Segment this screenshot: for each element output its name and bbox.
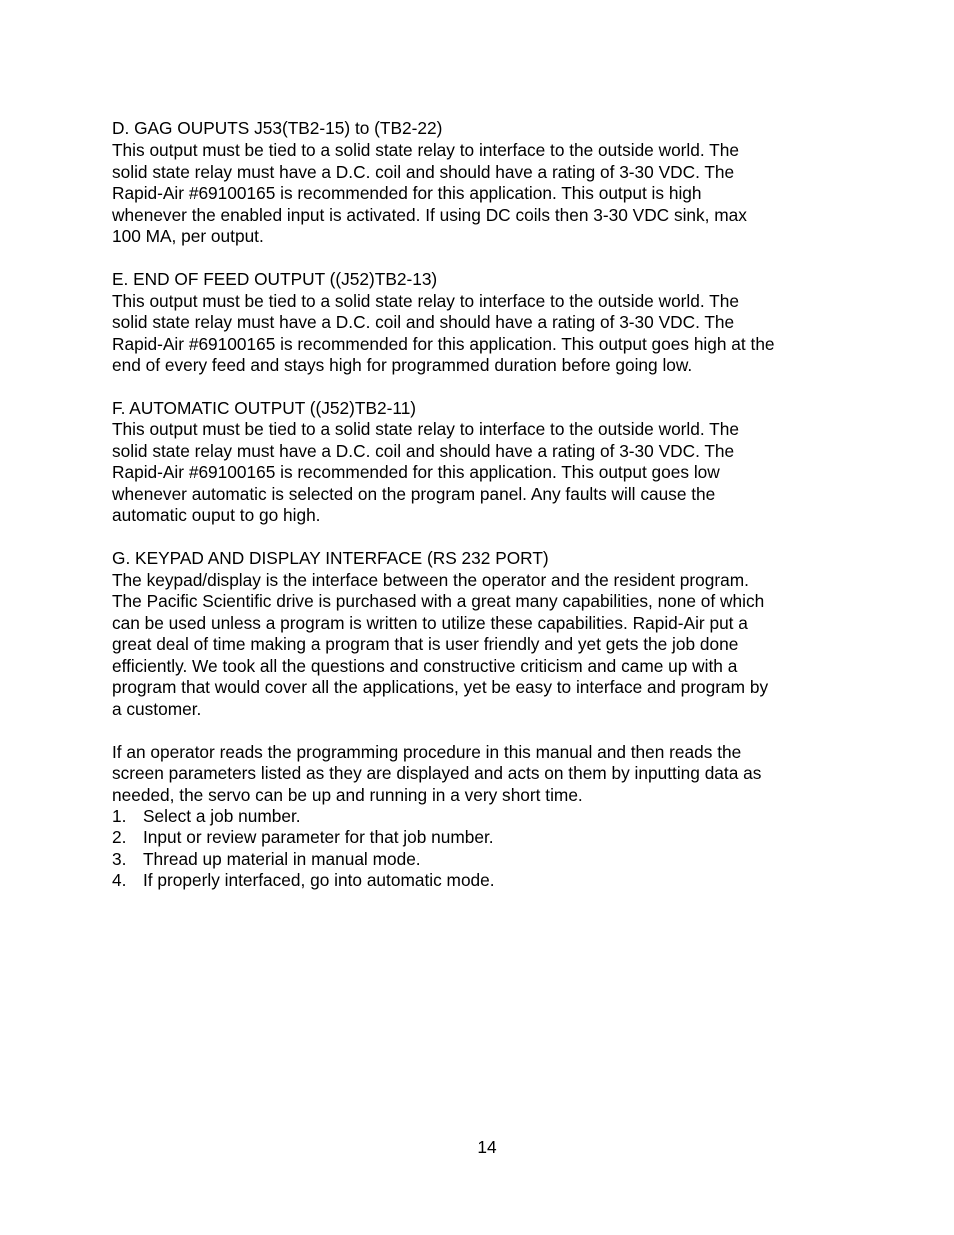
list-item <box>112 869 495 891</box>
section-f-line: solid state relay must have a D.C. coil and should have a rating of 3-30 VDC. The <box>112 441 735 461</box>
closing-paragraph-line: If an operator reads the programming procedure in this manual and then reads the <box>112 742 742 762</box>
closing-paragraph-line: needed, the servo can be up and running in a very short time. <box>112 785 583 805</box>
section-g-line: efficiently. We took all the questions and constructive criticism and came up with a <box>112 656 738 676</box>
section-d-line: This output must be tied to a solid state relay to interface to the outside world. The <box>112 140 739 160</box>
list-item-text: Input or review parameter for that job number. <box>143 827 494 847</box>
section-g-line: The keypad/display is the interface between the operator and the resident program. <box>112 570 749 590</box>
section-e-line: Rapid-Air #69100165 is recommended for this application. This output goes high at the <box>112 334 775 354</box>
section-d-line: solid state relay must have a D.C. coil and should have a rating of 3-30 VDC. The <box>112 162 735 182</box>
list-item-text: Thread up material in manual mode. <box>143 849 421 869</box>
section-g-line: can be used unless a program is written to utilize these capabilities. Rapid-Air put a <box>112 613 748 633</box>
section-e-line: solid state relay must have a D.C. coil and should have a rating of 3-30 VDC. The <box>112 312 735 332</box>
section-f-line: Rapid-Air #69100165 is recommended for this application. This output goes low <box>112 462 720 482</box>
list-item-number: 4. <box>112 870 127 890</box>
list-item-text: If properly interfaced, go into automatic mode. <box>143 870 495 890</box>
section-f-line: whenever automatic is selected on the program panel. Any faults will cause the <box>112 484 716 504</box>
closing-paragraph-line: screen parameters listed as they are displayed and acts on them by inputting data as <box>112 763 762 783</box>
section-f-heading: F. AUTOMATIC OUTPUT ((J52)TB2-11) <box>112 398 417 418</box>
section-e-line: end of every feed and stays high for programmed duration before going low. <box>112 355 693 375</box>
section-e-line: This output must be tied to a solid state relay to interface to the outside world. The <box>112 291 739 311</box>
section-d-heading: D. GAG OUPUTS J53(TB2-15) to (TB2-22) <box>112 118 443 138</box>
section-e-heading: E. END OF FEED OUTPUT ((J52)TB2-13) <box>112 269 438 289</box>
list-item-number: 3. <box>112 849 127 869</box>
list-item-number: 2. <box>112 827 127 847</box>
list-item <box>112 826 494 848</box>
page-number: 14 <box>477 1137 497 1157</box>
section-g-line: a customer. <box>112 699 202 719</box>
section-g-line: The Pacific Scientific drive is purchased with a great many capabilities, none of which <box>112 591 765 611</box>
section-d-line: 100 MA, per output. <box>112 226 264 246</box>
section-g-line: great deal of time making a program that is user friendly and yet gets the job done <box>112 634 739 654</box>
list-item-number: 1. <box>112 806 127 826</box>
section-g-line: program that would cover all the applications, yet be easy to interface and program by <box>112 677 769 697</box>
section-d-line: whenever the enabled input is activated. If using DC coils then 3-30 VDC sink, max <box>112 205 747 225</box>
list-item-text: Select a job number. <box>143 806 301 826</box>
section-d-line: Rapid-Air #69100165 is recommended for this application. This output is high <box>112 183 702 203</box>
section-g-heading: G. KEYPAD AND DISPLAY INTERFACE (RS 232 PORT) <box>112 548 549 568</box>
list-item <box>112 805 301 827</box>
section-f-line: This output must be tied to a solid state relay to interface to the outside world. The <box>112 419 739 439</box>
section-f-line: automatic ouput to go high. <box>112 505 321 525</box>
list-item <box>112 848 421 870</box>
